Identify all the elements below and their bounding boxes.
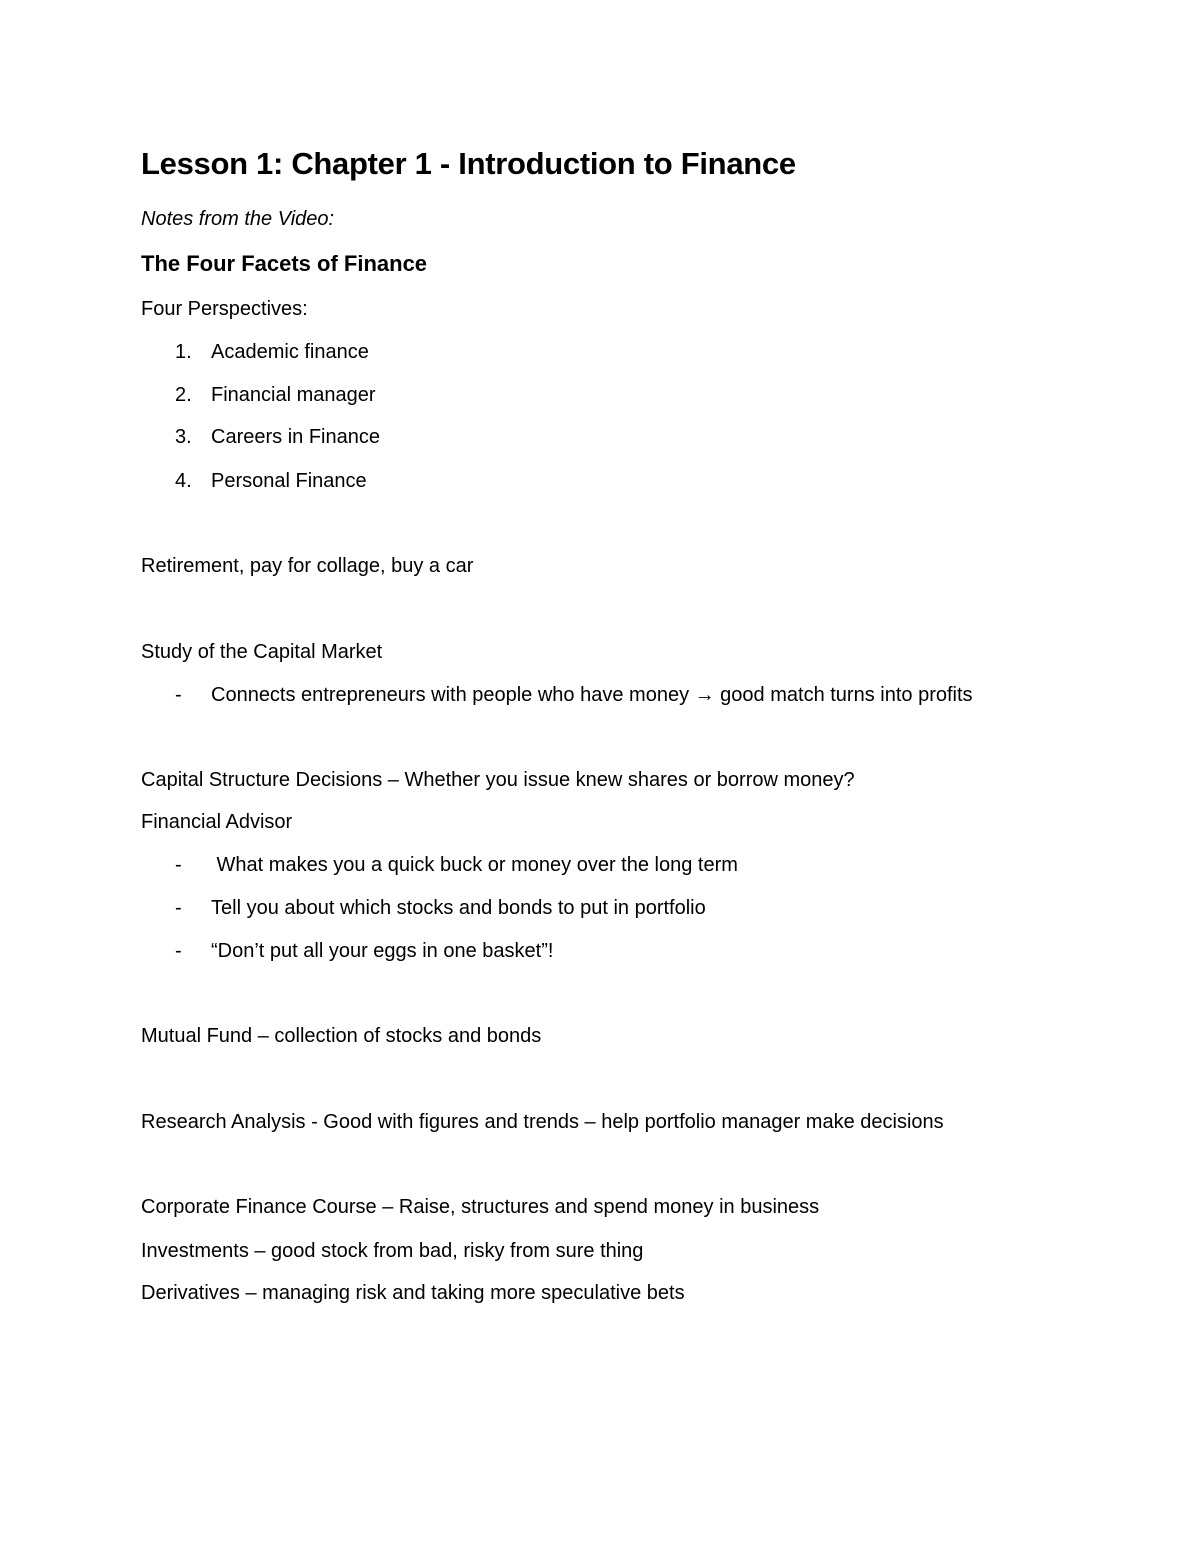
capital-structure-line: Capital Structure Decisions – Whether you issue knew shares or borrow money? <box>141 769 855 791</box>
financial-advisor-label: Financial Advisor <box>141 811 293 833</box>
list-number: 1. <box>175 341 192 363</box>
bullet-text-before: Connects entrepreneurs with people who have money <box>211 684 695 706</box>
bullet-dash: - <box>175 684 182 706</box>
mutual-fund-line: Mutual Fund – collection of stocks and bonds <box>141 1025 542 1047</box>
list-item: Academic finance <box>211 341 369 363</box>
right-arrow-icon: → <box>694 684 715 706</box>
section-heading: The Four Facets of Finance <box>141 251 428 276</box>
investments-line: Investments – good stock from bad, risky from sure thing <box>141 1240 644 1262</box>
list-item: Financial manager <box>211 384 376 406</box>
bullet-dash: - <box>175 940 182 962</box>
bullet-text-after: good match turns into profits <box>714 684 973 706</box>
corporate-finance-line: Corporate Finance Course – Raise, structures and spend money in business <box>141 1196 820 1218</box>
list-number: 2. <box>175 384 192 406</box>
retirement-line: Retirement, pay for collage, buy a car <box>141 555 474 577</box>
bullet-dash: - <box>175 897 182 919</box>
perspectives-label: Four Perspectives: <box>141 298 308 320</box>
derivatives-line: Derivatives – managing risk and taking more speculative bets <box>141 1282 685 1304</box>
capital-market-label: Study of the Capital Market <box>141 641 383 663</box>
capital-market-bullet <box>211 682 973 708</box>
bullet-dash: - <box>175 854 182 876</box>
advisor-bullet: What makes you a quick buck or money over the long term <box>211 854 738 876</box>
list-number: 4. <box>175 470 192 492</box>
document-title: Lesson 1: Chapter 1 - Introduction to Finance <box>141 146 796 181</box>
research-line: Research Analysis - Good with figures and trends – help portfolio manager make decisions <box>141 1111 944 1133</box>
advisor-bullet: “Don’t put all your eggs in one basket”! <box>211 940 554 962</box>
advisor-bullet: Tell you about which stocks and bonds to put in portfolio <box>211 897 706 919</box>
document-subtitle: Notes from the Video: <box>141 208 335 230</box>
list-number: 3. <box>175 426 192 448</box>
list-item: Personal Finance <box>211 470 367 492</box>
list-item: Careers in Finance <box>211 426 380 448</box>
